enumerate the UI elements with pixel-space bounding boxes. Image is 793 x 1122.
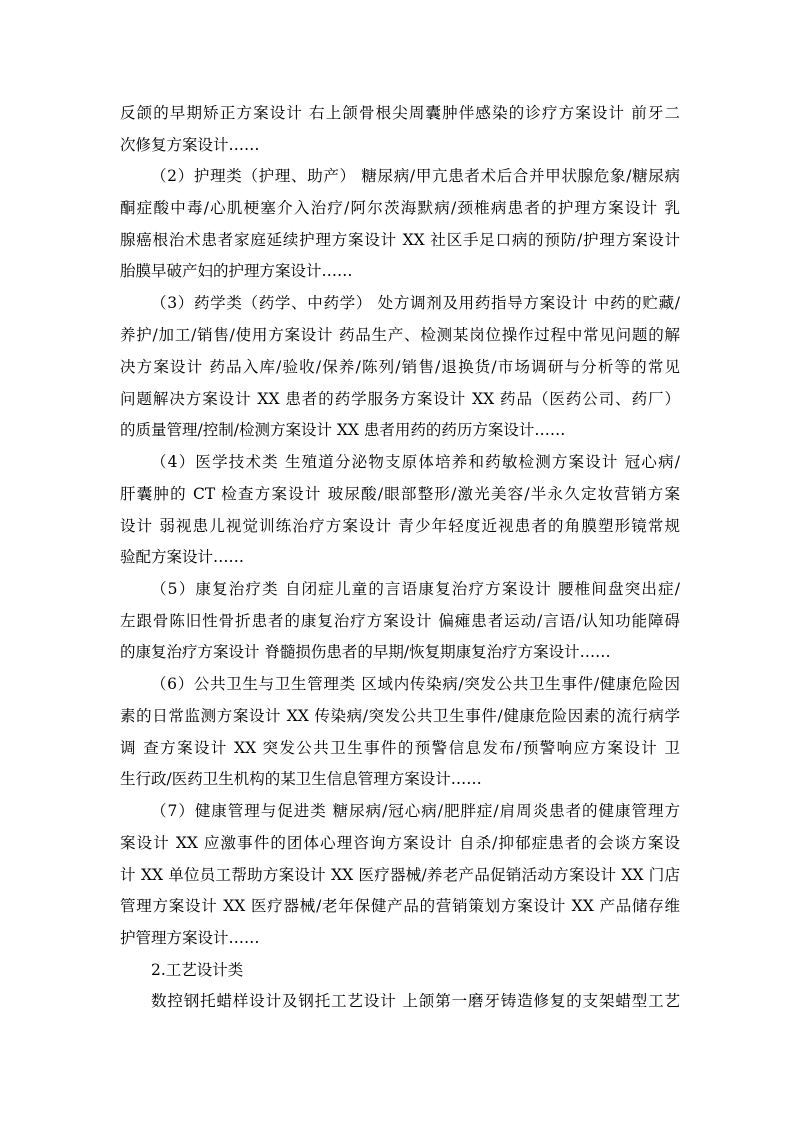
section-heading-medical-technology: （4）医学技术类 生殖道分泌物支原体培养和药敏检测方案设计 冠心病/	[151, 453, 680, 471]
text-line: 左跟骨陈旧性骨折患者的康复治疗方案设计 偏瘫患者运动/言语/认知功能障碍	[120, 612, 680, 630]
section-heading-rehabilitation: （5）康复治疗类 自闭症儿童的言语康复治疗方案设计 腰椎间盘突出症/	[151, 580, 680, 598]
text-line: 数控钢托蜡样设计及钢托工艺设计 上颌第一磨牙铸造修复的支架蜡型工艺	[151, 992, 680, 1010]
section-heading-public-health: （6）公共卫生与卫生管理类 区域内传染病/突发公共卫生事件/健康危险因	[151, 675, 680, 693]
text-line: 素的日常监测方案设计 XX 传染病/突发公共卫生事件/健康危险因素的流行病学	[120, 707, 680, 725]
text-line: 问题解决方案设计 XX 患者的药学服务方案设计 XX 药品（医药公司、药厂）	[120, 390, 680, 408]
text-line: 腺癌根治术患者家庭延续护理方案设计 XX 社区手足口病的预防/护理方案设计	[120, 231, 680, 249]
section-heading-health-management: （7）健康管理与促进类 糖尿病/冠心病/肥胖症/肩周炎患者的健康管理方	[151, 802, 680, 820]
text-line: 验配方案设计……	[120, 548, 245, 566]
text-line: 次修复方案设计……	[120, 136, 260, 154]
text-line: 案设计 XX 应激事件的团体心理咨询方案设计 自杀/抑郁症患者的会谈方案设	[120, 834, 680, 852]
text-line: 养护/加工/销售/使用方案设计 药品生产、检测某岗位操作过程中常见问题的解	[120, 326, 680, 344]
text-line: 计 XX 单位员工帮助方案设计 XX 医疗器械/养老产品促销活动方案设计 XX 门店	[120, 866, 680, 884]
section-heading-nursing: （2）护理类（护理、助产） 糖尿病/甲亢患者术后合并甲状腺危象/糖尿病	[151, 167, 680, 185]
section-heading-pharmacy: （3）药学类（药学、中药学） 处方调剂及用药指导方案设计 中药的贮藏/	[151, 294, 680, 312]
section-heading-process-design: 2.工艺设计类	[151, 961, 244, 979]
text-line: 酮症酸中毒/心肌梗塞介入治疗/阿尔茨海默病/颈椎病患者的护理方案设计 乳	[120, 199, 680, 217]
text-line: 胎膜早破产妇的护理方案设计……	[120, 262, 353, 280]
text-line: 的康复治疗方案设计 脊髓损伤患者的早期/恢复期康复治疗方案设计……	[120, 643, 611, 661]
text-line: 的质量管理/控制/检测方案设计 XX 患者用药的药历方案设计……	[120, 421, 566, 439]
text-line: 反颌的早期矫正方案设计 右上颌骨根尖周囊肿伴感染的诊疗方案设计 前牙二	[120, 104, 680, 122]
text-line: 决方案设计 药品入库/验收/保养/陈列/销售/退换货/市场调研与分析等的常见	[120, 358, 680, 376]
text-line: 肝囊肿的 CT 检查方案设计 玻尿酸/眼部整形/激光美容/半永久定妆营销方案	[120, 485, 680, 503]
text-line: 生行政/医药卫生机构的某卫生信息管理方案设计……	[120, 770, 482, 788]
text-line: 管理方案设计 XX 医疗器械/老年保健产品的营销策划方案设计 XX 产品储存维	[120, 897, 680, 915]
text-line: 调 查方案设计 XX 突发公共卫生事件的预警信息发布/预警响应方案设计 卫	[120, 739, 680, 757]
text-line: 设计 弱视患儿视觉训练治疗方案设计 青少年轻度近视患者的角膜塑形镜常规	[120, 517, 680, 535]
text-line: 护管理方案设计……	[120, 929, 260, 947]
